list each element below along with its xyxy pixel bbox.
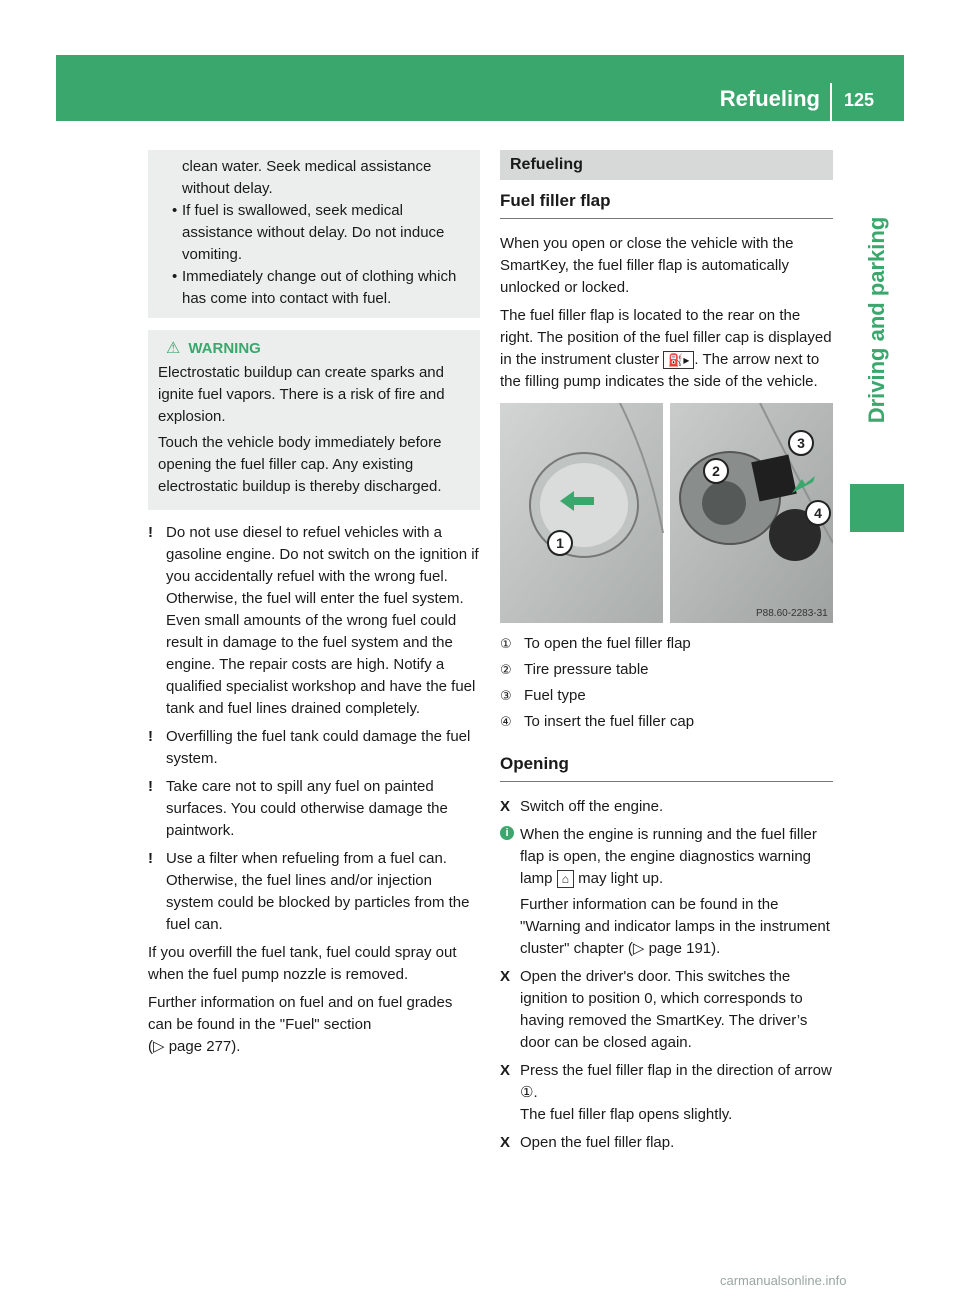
info-icon: i [500, 826, 514, 840]
paragraph: If you overfill the fuel tank, fuel could spray out when the fuel pump nozzle is removed. [148, 944, 457, 983]
step: X Press the fuel filler flap in the direction of arrow ①. The fuel filler flap opens slightly. [500, 1062, 832, 1123]
page-number: 125 [844, 90, 875, 110]
safety-box [148, 150, 480, 318]
svg-text:1: 1 [556, 535, 564, 551]
subheading-opening: Opening [500, 743, 833, 782]
side-tab [850, 170, 904, 470]
engine-warning-icon: ⌂ [557, 870, 574, 888]
paragraph: The fuel filler flap is located to the rear on the right. The position of the fuel filler cap is displayed in the instrument cluster ⛽▸ . The arrow next to the filling pump indicates the side of the vehicle. [500, 307, 832, 390]
side-tab-marker [850, 484, 904, 532]
subheading-fuel-filler-flap: Fuel filler flap [500, 180, 833, 219]
section-heading: Refueling [500, 150, 833, 180]
legend-item: ① To open the fuel filler flap [500, 635, 691, 652]
header-bar [56, 55, 904, 121]
svg-text:3: 3 [797, 435, 805, 451]
left-column [148, 150, 480, 1064]
caution-note: ! Do not use diesel to refuel vehicles with a gasoline engine. Do not switch on the ignition if you accidentally refuel with the wrong fuel. Otherwise, the fuel will enter the fuel system. Even small amounts of the wrong fuel could result in damage to the fuel system and the engine. The repair costs are high. Notify a qualified specialist workshop and have the fuel tank and fuel lines drained completely. [148, 524, 479, 717]
svg-text:4: 4 [814, 505, 822, 521]
step-marker-icon: X [500, 798, 511, 815]
fuel-pump-icon: ⛽▸ [663, 351, 694, 369]
caution-icon: ! [148, 524, 153, 541]
step-marker-icon: X [500, 968, 511, 985]
step-marker-icon: X [500, 1062, 511, 1079]
svg-text:2: 2 [712, 463, 720, 479]
caution-icon: ! [148, 778, 153, 795]
safety-bullet: • If fuel is swallowed, seek medical assistance without delay. Do not induce vomiting. [172, 202, 445, 263]
warning-text: Touch the vehicle body immediately before opening the fuel filler cap. Any existing electrostatic buildup is thereby discharged. [158, 434, 442, 495]
paragraph: When you open or close the vehicle with the SmartKey, the fuel filler flap is automatically unlocked or locked. [500, 235, 794, 296]
header-section-title: Refueling [719, 86, 820, 111]
page-reference[interactable]: (▷ page 277). [148, 1038, 241, 1055]
legend-item: ② Tire pressure table [500, 661, 649, 678]
info-note: i When the engine is running and the fuel filler flap is open, the engine diagnostics warning lamp ⌂ may light up. Further information can be found in the "Warning and indicator lamps in the instrument cluster" chapter (▷ page 191). [500, 824, 833, 960]
right-column [500, 150, 833, 1160]
step: X Open the driver's door. This switches the ignition to position 0, which corresponds to having removed the SmartKey. The driver’s door can be closed again. [500, 968, 808, 1051]
paragraph: Further information on fuel and on fuel grades can be found in the "Fuel" section (▷ page 277). [148, 994, 453, 1055]
step: X Switch off the engine. [500, 796, 833, 818]
caution-icon: ! [148, 850, 153, 867]
warning-box [148, 330, 480, 510]
warning-triangle-icon: ⚠ [166, 340, 181, 357]
warning-text: Electrostatic buildup can create sparks and ignite fuel vapors. There is a risk of fire and explosion. [158, 364, 445, 425]
caution-note: ! Overfilling the fuel tank could damage the fuel system. [148, 728, 471, 767]
warning-heading: ⚠ WARNING [166, 338, 470, 360]
caution-note: ! Use a filter when refueling from a fuel can. Otherwise, the fuel lines and/or injection system could be blocked by particles from the fuel can. [148, 850, 470, 933]
watermark: carmanualsonline.info [720, 1273, 847, 1288]
caution-icon: ! [148, 728, 153, 745]
caution-note: ! Take care not to spill any fuel on painted surfaces. You could otherwise damage the paintwork. [148, 778, 448, 839]
step-marker-icon: X [500, 1134, 511, 1151]
header-divider [830, 83, 832, 121]
safety-continuation: clean water. Seek medical assistance without delay. [182, 158, 432, 197]
safety-bullet: • Immediately change out of clothing which has come into contact with fuel. [172, 268, 457, 307]
step: X Open the fuel filler flap. [500, 1132, 833, 1154]
fuel-filler-illustration [500, 403, 833, 623]
fuel-filler-photo [500, 403, 833, 623]
side-tab-label: Driving and parking [864, 216, 889, 424]
legend-item: ③ Fuel type [500, 687, 586, 704]
image-code: P88.60-2283-31 [756, 608, 828, 619]
legend-item: ④ To insert the fuel filler cap [500, 713, 695, 730]
